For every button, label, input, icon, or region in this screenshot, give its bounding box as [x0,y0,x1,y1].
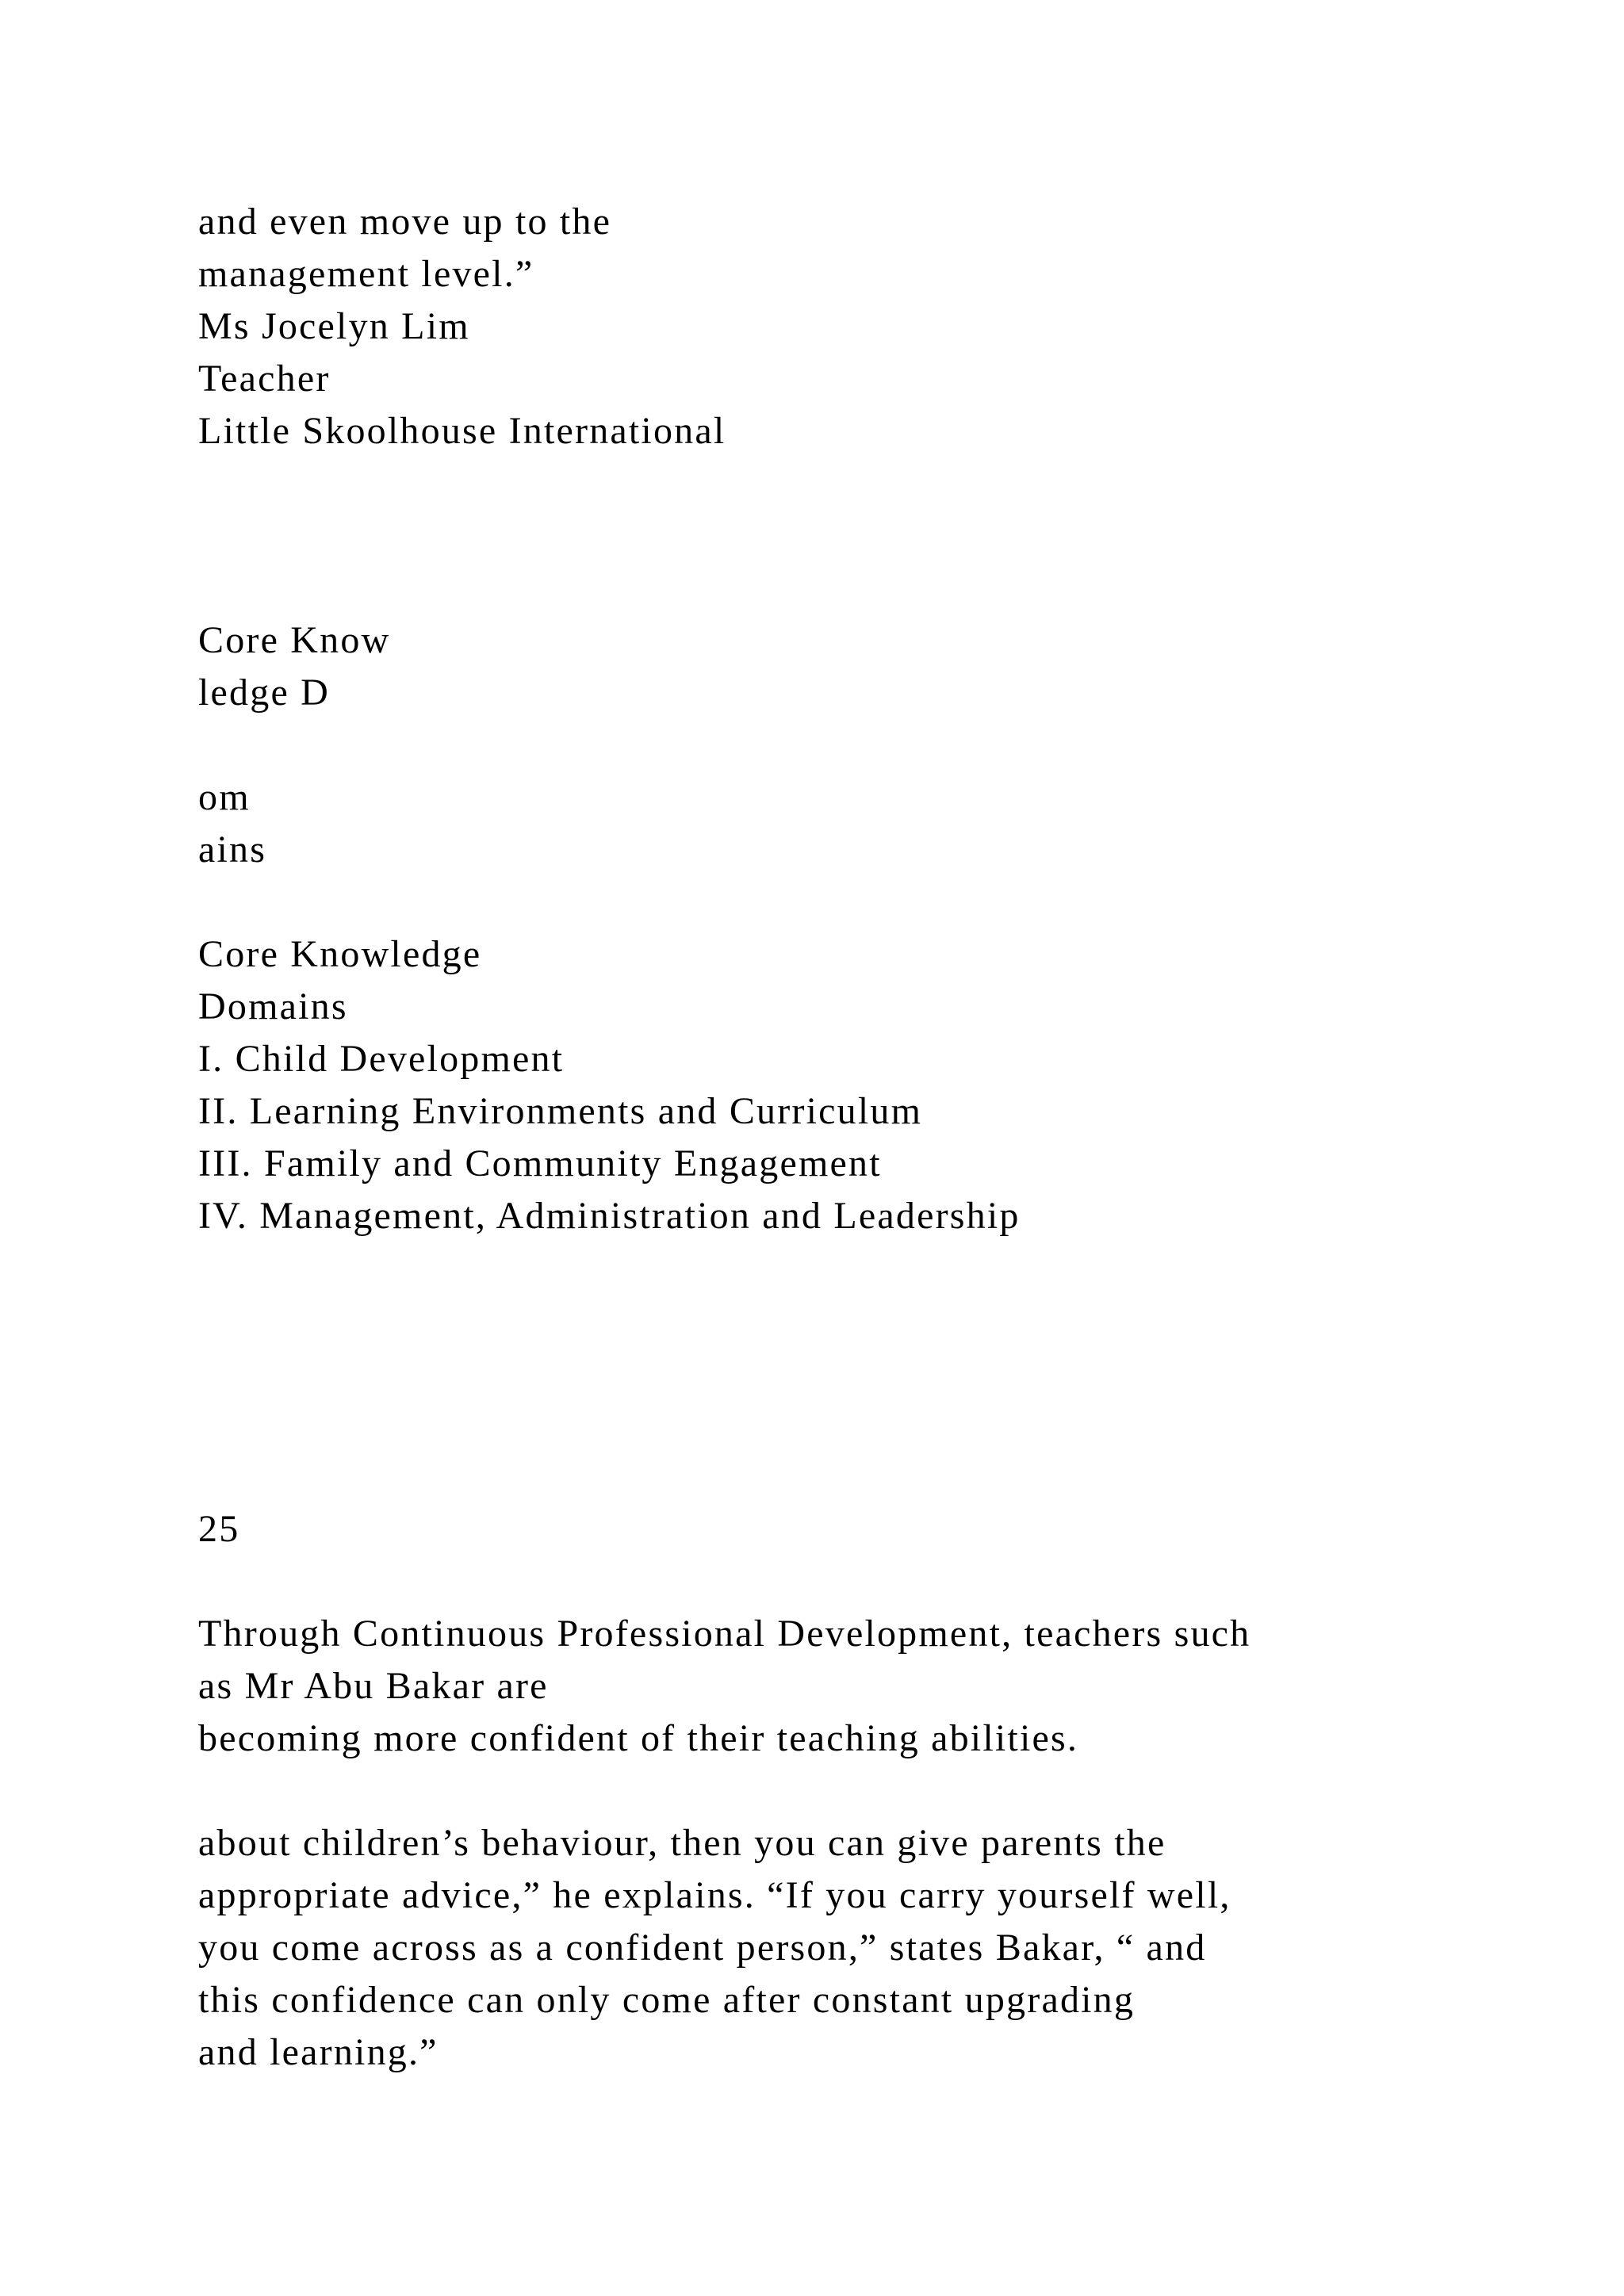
domain-item: III. Family and Community Engagement [198,1142,882,1184]
quote-line: appropriate advice,” he explains. “If you carry yourself well, [198,1874,1231,1916]
fragmented-heading-line: ledge D [198,672,331,714]
fragmented-heading-line: om [198,776,251,818]
quote-line: about children’s behaviour, then you can give parents the [198,1822,1166,1864]
caption-line: becoming more confident of their teaching abilities. [198,1717,1079,1759]
domain-item: I. Child Development [198,1038,565,1080]
page-number: 25 [198,1508,240,1550]
domains-heading: Core Knowledge [198,933,482,975]
testimonial-line: management level.” [198,253,534,295]
quote-line: this confidence can only come after constant upgrading [198,1979,1136,2021]
domain-item: IV. Management, Administration and Leadership [198,1195,1021,1237]
quote-line: you come across as a confident person,” states Bakar, “ and [198,1927,1207,1969]
caption-line: Through Continuous Professional Development, teachers such [198,1613,1251,1655]
quote-line: and learning.” [198,2031,439,2073]
testimonial-author-name: Ms Jocelyn Lim [198,305,470,347]
domain-item: II. Learning Environments and Curriculum [198,1090,923,1132]
caption-line: as Mr Abu Bakar are [198,1665,549,1707]
testimonial-author-role: Teacher [198,358,331,400]
testimonial-author-organization: Little Skoolhouse International [198,410,726,452]
fragmented-heading-line: ains [198,828,267,871]
fragmented-heading-line: Core Know [198,619,391,661]
domains-heading: Domains [198,985,348,1027]
testimonial-line: and even move up to the [198,201,612,243]
